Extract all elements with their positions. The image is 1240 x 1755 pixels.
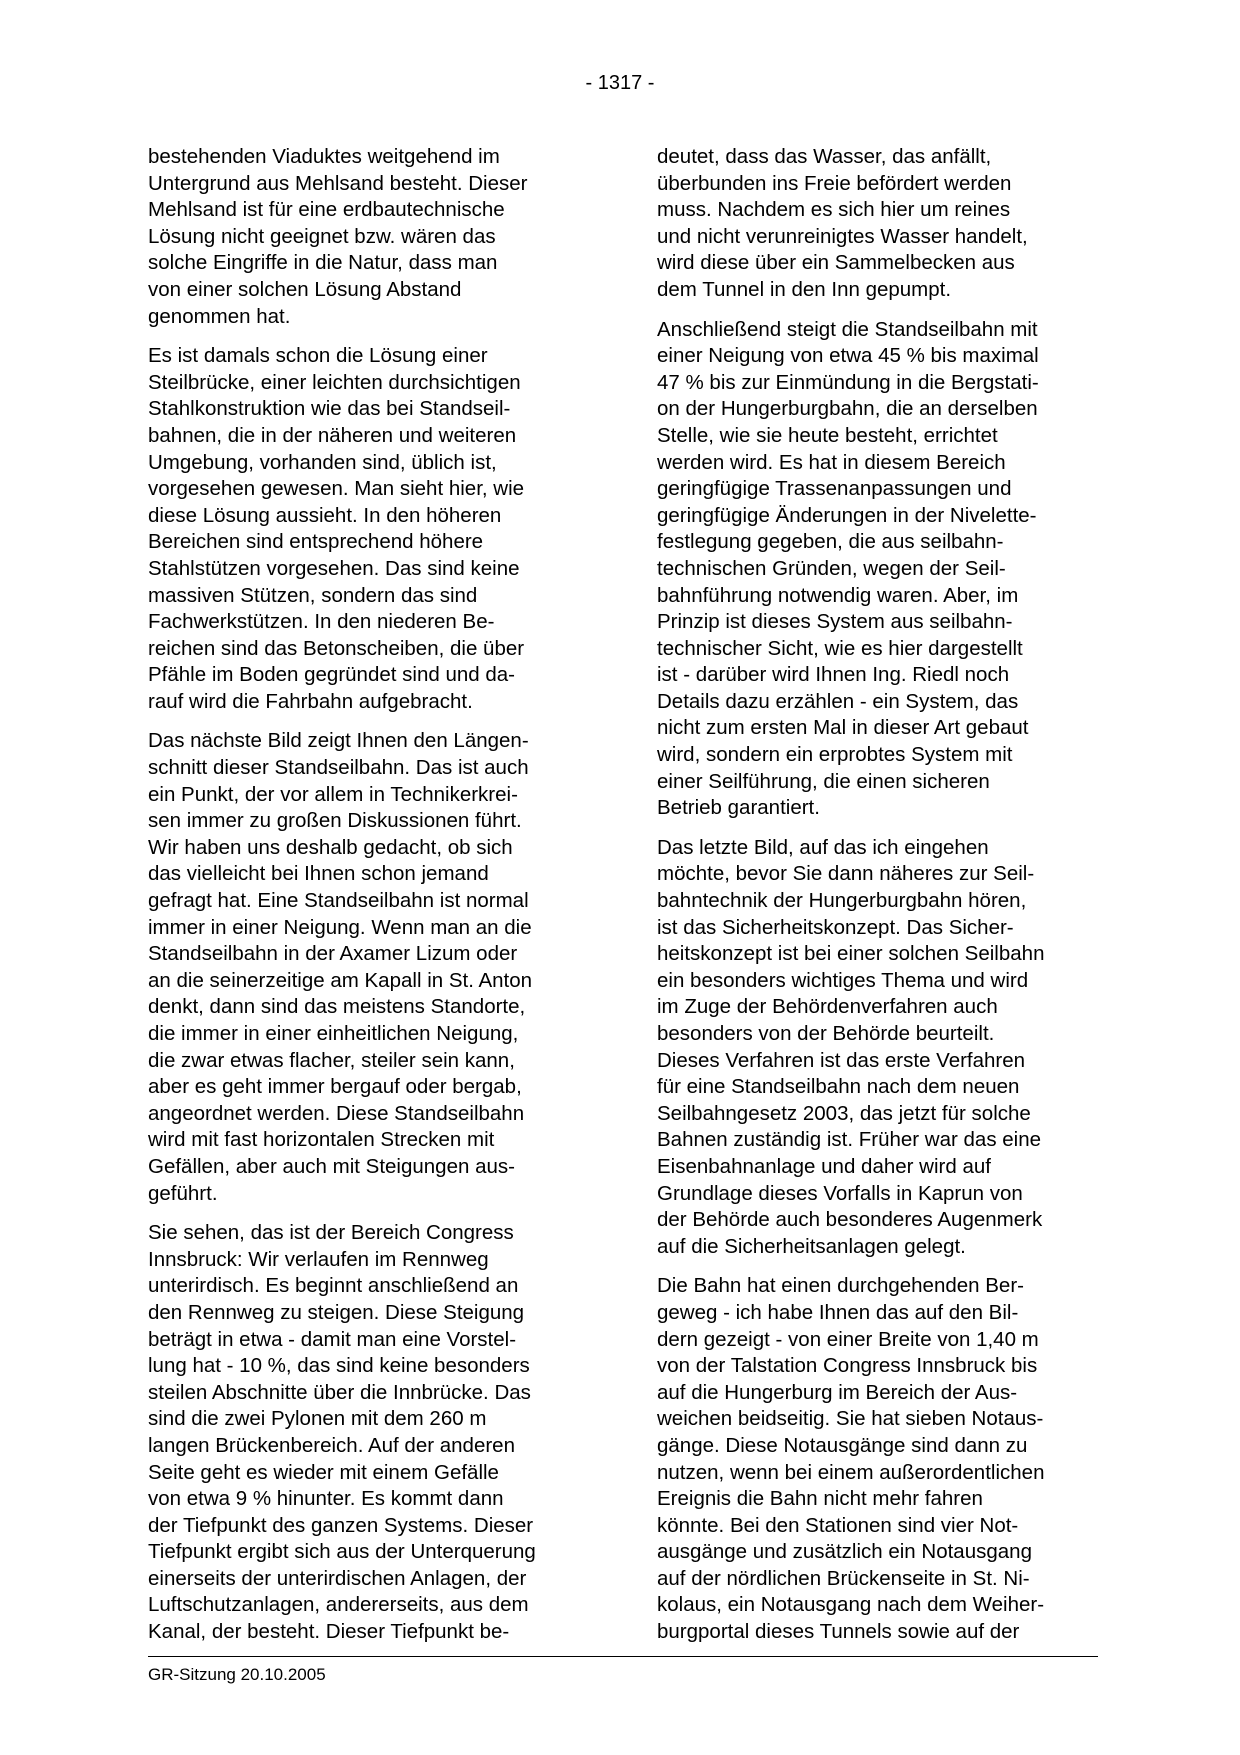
text-line: Mehlsand ist für eine erdbautechnische bbox=[148, 198, 505, 222]
text-line: wird, sondern ein erprobtes System mit bbox=[657, 743, 1013, 767]
text-line: einer Seilführung, die einen sicheren bbox=[657, 769, 990, 793]
text-line: Bereichen sind entsprechend höhere bbox=[148, 530, 484, 554]
text-line: einer Neigung von etwa 45 % bis maximal bbox=[657, 344, 1039, 368]
text-line: Die Bahn hat einen durchgehenden Ber- bbox=[657, 1274, 1024, 1298]
text-line: Stahlkonstruktion wie das bei Standseil- bbox=[148, 397, 511, 421]
text-line: Umgebung, vorhanden sind, üblich ist, bbox=[148, 450, 497, 474]
text-line: an die seinerzeitige am Kapall in St. Anton bbox=[148, 968, 533, 992]
footer-divider bbox=[148, 1656, 1098, 1657]
text-line: überbunden ins Freie befördert werden bbox=[657, 171, 1012, 195]
text-line: dern gezeigt - von einer Breite von 1,40 m bbox=[657, 1327, 1039, 1351]
text-line: Betrieb garantiert. bbox=[657, 796, 820, 820]
text-line: muss. Nachdem es sich hier um reines bbox=[657, 198, 1011, 222]
text-line: 47 % bis zur Einmündung in die Bergstati- bbox=[657, 370, 1039, 394]
text-line: unterirdisch. Es beginnt anschließend an bbox=[148, 1274, 519, 1298]
text-line: weichen beidseitig. Sie hat sieben Notaus- bbox=[657, 1407, 1044, 1431]
text-line: massiven Stützen, sondern das sind bbox=[148, 583, 478, 607]
text-line: aber es geht immer bergauf oder bergab, bbox=[148, 1075, 522, 1099]
text-line: geführt. bbox=[148, 1181, 218, 1205]
text-line: die zwar etwas flacher, steiler sein kann, bbox=[148, 1048, 515, 1072]
text-line: Anschließend steigt die Standseilbahn mit bbox=[657, 317, 1038, 341]
paragraph bbox=[657, 144, 1097, 304]
text-line: gänge. Diese Notausgänge sind dann zu bbox=[657, 1433, 1028, 1457]
text-line: Es ist damals schon die Lösung einer bbox=[148, 344, 488, 368]
text-line: Stelle, wie sie heute besteht, errichtet bbox=[657, 423, 998, 447]
text-line: kolaus, ein Notausgang nach dem Weiher- bbox=[657, 1593, 1045, 1617]
footer-session-date: GR-Sitzung 20.10.2005 bbox=[148, 1665, 326, 1684]
text-line: bestehenden Viaduktes weitgehend im bbox=[148, 145, 500, 168]
text-line: ein besonders wichtiges Thema und wird bbox=[657, 968, 1029, 992]
text-line: im Zuge der Behördenverfahren auch bbox=[657, 995, 998, 1019]
text-line: Fachwerkstützen. In den niederen Be- bbox=[148, 610, 495, 634]
text-line: technischer Sicht, wie es hier dargestellt bbox=[657, 636, 1023, 660]
text-line: Standseilbahn in der Axamer Lizum oder bbox=[148, 942, 518, 966]
text-line: geweg - ich habe Ihnen das auf den Bil- bbox=[657, 1300, 1019, 1324]
text-line: Untergrund aus Mehlsand besteht. Dieser bbox=[148, 171, 528, 195]
text-line: bahnen, die in der näheren und weiteren bbox=[148, 423, 517, 447]
text-line: Grundlage dieses Vorfalls in Kaprun von bbox=[657, 1181, 1023, 1205]
text-line: reichen sind das Betonscheiben, die über bbox=[148, 636, 525, 660]
text-line: Stahlstützen vorgesehen. Das sind keine bbox=[148, 556, 520, 580]
text-line: solche Eingriffe in die Natur, dass man bbox=[148, 251, 498, 275]
text-line: Sie sehen, das ist der Bereich Congress bbox=[148, 1221, 514, 1245]
text-line: von etwa 9 % hinunter. Es kommt dann bbox=[148, 1487, 504, 1511]
text-line: Luftschutzanlagen, andererseits, aus dem bbox=[148, 1593, 529, 1617]
right-column bbox=[657, 144, 1097, 1659]
left-column bbox=[148, 144, 588, 1659]
text-line: steilen Abschnitte über die Innbrücke. Das bbox=[148, 1380, 531, 1404]
text-line: gefragt hat. Eine Standseilbahn ist normal bbox=[148, 889, 529, 913]
text-line: sind die zwei Pylonen mit dem 260 m bbox=[148, 1407, 487, 1431]
text-line: ist das Sicherheitskonzept. Das Sicher- bbox=[657, 915, 1014, 939]
text-line: festlegung gegeben, die aus seilbahn- bbox=[657, 530, 1004, 554]
text-line: Seite geht es wieder mit einem Gefälle bbox=[148, 1460, 499, 1484]
text-line: Eisenbahnanlage und daher wird auf bbox=[657, 1154, 991, 1178]
text-line: sen immer zu großen Diskussionen führt. bbox=[148, 809, 522, 833]
text-line: Bahnen zuständig ist. Früher war das eine bbox=[657, 1128, 1042, 1152]
text-line: das vielleicht bei Ihnen schon jemand bbox=[148, 862, 489, 886]
text-line: Lösung nicht geeignet bzw. wären das bbox=[148, 224, 496, 248]
text-line: angeordnet werden. Diese Standseilbahn bbox=[148, 1101, 525, 1125]
text-line: genommen hat. bbox=[148, 304, 291, 328]
text-line: möchte, bevor Sie dann näheres zur Seil- bbox=[657, 862, 1035, 886]
text-line: deutet, dass das Wasser, das anfällt, bbox=[657, 145, 992, 168]
text-line: geringfügige Änderungen in der Nivelette- bbox=[657, 503, 1037, 527]
text-line: vorgesehen gewesen. Man sieht hier, wie bbox=[148, 477, 525, 501]
paragraph bbox=[148, 144, 588, 330]
text-line: auf die Sicherheitsanlagen gelegt. bbox=[657, 1234, 966, 1258]
text-line: Das letzte Bild, auf das ich eingehen bbox=[657, 835, 989, 859]
text-line: beträgt in etwa - damit man eine Vorstel- bbox=[148, 1327, 517, 1351]
text-line: nutzen, wenn bei einem außerordentlichen bbox=[657, 1460, 1045, 1484]
text-line: Pfähle im Boden gegründet sind und da- bbox=[148, 663, 515, 687]
page-number: - 1317 - bbox=[585, 72, 655, 94]
text-line: Kanal, der besteht. Dieser Tiefpunkt be- bbox=[148, 1620, 510, 1644]
text-line: schnitt dieser Standseilbahn. Das ist auch bbox=[148, 756, 529, 780]
text-line: technischen Gründen, wegen der Seil- bbox=[657, 556, 1006, 580]
text-line: heitskonzept ist bei einer solchen Seilbahn bbox=[657, 942, 1045, 966]
text-line: geringfügige Trassenanpassungen und bbox=[657, 477, 1012, 501]
text-line: ein Punkt, der vor allem in Technikerkrei- bbox=[148, 782, 518, 806]
text-line: Das nächste Bild zeigt Ihnen den Längen- bbox=[148, 729, 529, 753]
text-line: denkt, dann sind das meistens Standorte, bbox=[148, 995, 526, 1019]
text-line: die immer in einer einheitlichen Neigung, bbox=[148, 1022, 519, 1045]
text-line: immer in einer Neigung. Wenn man an die bbox=[148, 915, 532, 939]
paragraph bbox=[657, 1273, 1097, 1645]
text-line: ist - darüber wird Ihnen Ing. Riedl noch bbox=[657, 663, 1010, 687]
text-line: und nicht verunreinigtes Wasser handelt, bbox=[657, 224, 1028, 248]
paragraph bbox=[148, 343, 588, 715]
text-line: bahntechnik der Hungerburgbahn hören, bbox=[657, 889, 1027, 913]
text-line: Dieses Verfahren ist das erste Verfahren bbox=[657, 1048, 1026, 1072]
text-line: diese Lösung aussieht. In den höheren bbox=[148, 503, 502, 527]
text-line: Wir haben uns deshalb gedacht, ob sich bbox=[148, 835, 513, 859]
text-line: nicht zum ersten Mal in dieser Art gebaut bbox=[657, 716, 1029, 740]
paragraph bbox=[657, 317, 1097, 822]
text-line: von der Talstation Congress Innsbruck bis bbox=[657, 1354, 1038, 1378]
text-line: Prinzip ist dieses System aus seilbahn- bbox=[657, 610, 1013, 634]
text-line: den Rennweg zu steigen. Diese Steigung bbox=[148, 1300, 525, 1324]
text-line: auf die Hungerburg im Bereich der Aus- bbox=[657, 1380, 1018, 1404]
text-line: Tiefpunkt ergibt sich aus der Unterquerung bbox=[148, 1540, 536, 1564]
text-line: Gefällen, aber auch mit Steigungen aus- bbox=[148, 1154, 515, 1178]
text-line: der Tiefpunkt des ganzen Systems. Dieser bbox=[148, 1513, 534, 1537]
text-line: auf der nördlichen Brückenseite in St. Ni- bbox=[657, 1566, 1030, 1590]
text-line: Seilbahngesetz 2003, das jetzt für solche bbox=[657, 1101, 1031, 1125]
text-line: einerseits der unterirdischen Anlagen, der bbox=[148, 1566, 527, 1590]
text-line: lung hat - 10 %, das sind keine besonders bbox=[148, 1354, 530, 1378]
text-line: langen Brückenbereich. Auf der anderen bbox=[148, 1433, 515, 1457]
text-line: für eine Standseilbahn nach dem neuen bbox=[657, 1075, 1020, 1099]
text-line: könnte. Bei den Stationen sind vier Not- bbox=[657, 1513, 1019, 1537]
text-line: Innsbruck: Wir verlaufen im Rennweg bbox=[148, 1247, 489, 1271]
text-line: on der Hungerburgbahn, die an derselben bbox=[657, 397, 1038, 421]
paragraph bbox=[148, 1220, 588, 1646]
text-line: ausgänge und zusätzlich ein Notausgang bbox=[657, 1540, 1032, 1564]
text-line: besonders von der Behörde beurteilt. bbox=[657, 1022, 995, 1045]
paragraph bbox=[657, 835, 1097, 1261]
text-line: von einer solchen Lösung Abstand bbox=[148, 277, 462, 301]
text-line: rauf wird die Fahrbahn aufgebracht. bbox=[148, 689, 473, 713]
text-line: Details dazu erzählen - ein System, das bbox=[657, 689, 1019, 713]
text-line: Ereignis die Bahn nicht mehr fahren bbox=[657, 1487, 983, 1511]
paragraph bbox=[148, 728, 588, 1207]
text-line: wird mit fast horizontalen Strecken mit bbox=[148, 1128, 495, 1152]
text-line: der Behörde auch besonderes Augenmerk bbox=[657, 1208, 1043, 1232]
text-line: bahnführung notwendig waren. Aber, im bbox=[657, 583, 1019, 607]
text-line: dem Tunnel in den Inn gepumpt. bbox=[657, 277, 952, 301]
text-line: burgportal dieses Tunnels sowie auf der bbox=[657, 1620, 1020, 1644]
text-line: werden wird. Es hat in diesem Bereich bbox=[657, 450, 1006, 474]
text-line: Steilbrücke, einer leichten durchsichtigen bbox=[148, 370, 521, 394]
text-line: wird diese über ein Sammelbecken aus bbox=[657, 251, 1015, 275]
